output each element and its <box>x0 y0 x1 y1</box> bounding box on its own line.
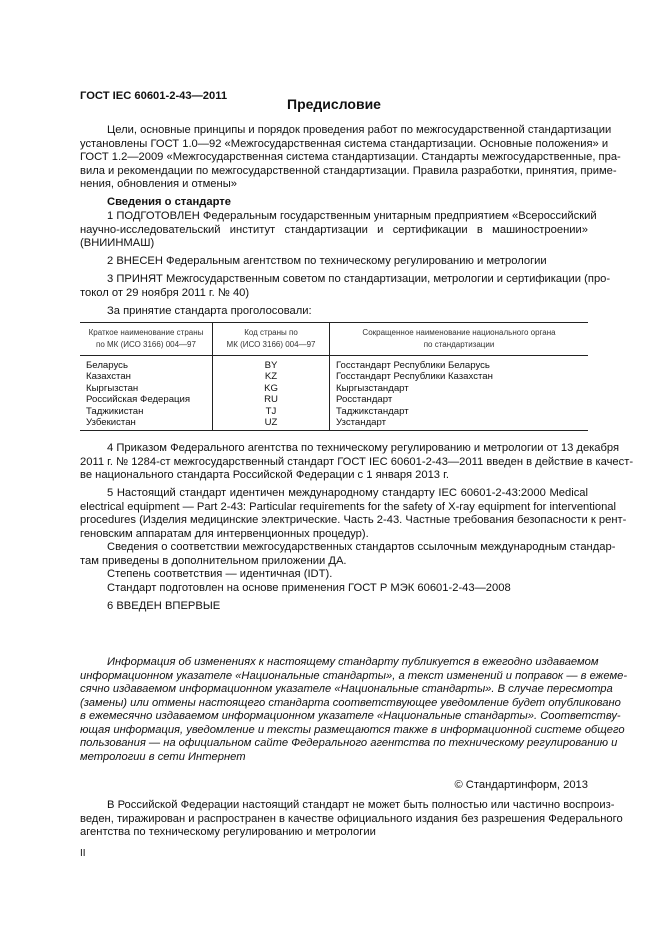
text-line: токол от 29 ноября 2011 г. № 40) <box>80 286 250 299</box>
text-line: 5 Настоящий стандарт идентичен международному стандарту IEC 60601-2-43:2000 Medical <box>107 487 588 499</box>
voted-label: За принятие стандарта проголосовали: <box>107 305 312 317</box>
text-line: вила и рекомендации по межгосударственной стандартизации. Правила разработки, принятия, приме- <box>80 164 617 177</box>
copyright: © Стандартинформ, 2013 <box>454 779 588 791</box>
body-cell: Госстандарт Республики Казахстан <box>336 371 493 383</box>
table-row <box>80 356 588 372</box>
text-line: научно-исследовательский институт стандартизации и сертификации в машиностроении» <box>80 223 588 236</box>
body-cell: Росстандарт <box>336 394 393 406</box>
text-line: (замены) или отмены настоящего стандарта соответствующее уведомление будет опубликовано <box>80 696 621 709</box>
table-row <box>80 383 588 394</box>
item-2 <box>80 255 588 269</box>
body-cell: Кыргызстандарт <box>336 382 409 394</box>
code-cell: BY <box>213 356 330 372</box>
country-cell: Таджикистан <box>80 406 213 417</box>
country-cell: Кыргызстан <box>80 383 213 394</box>
degree-of-conformity: Степень соответствия — идентичная (IDT). <box>107 568 333 580</box>
country-cell: Российская Федерация <box>80 394 213 405</box>
table-row <box>80 394 588 405</box>
text-line: 2 ВНЕСЕН Федеральным агентством по техническому регулированию и метрологии <box>107 255 547 267</box>
text-line: procedures (Изделия медицинские электрические. Часть 2-43. Частные требования безопасности к рент- <box>80 514 627 526</box>
code-cell: TJ <box>213 406 330 417</box>
text-line: Информация об изменениях к настоящему стандарту публикуется в ежегодно издаваемом <box>107 656 599 668</box>
col-header-code: Код страны по МК (ИСО 3166) 004—97 <box>213 323 330 356</box>
text-line: В Российской Федерации настоящий стандарт не может быть полностью или частично воспроиз- <box>107 799 615 811</box>
col-header-body: Сокращенное наименование национального органа по стандартизации <box>330 323 589 356</box>
table-row <box>80 417 588 430</box>
code-cell: KG <box>213 383 330 394</box>
country-cell: Беларусь <box>80 356 213 372</box>
running-header: ГОСТ IEC 60601-2-43—2011 <box>80 90 228 102</box>
text-line: Цели, основные принципы и порядок проведения работ по межгосударственной стандартизации <box>107 124 612 136</box>
text-line: ве национального стандарта Российской Федерации с 1 января 2013 г. <box>80 469 449 481</box>
text-line: ГОСТ 1.2—2009 «Межгосударственная система стандартизации. Стандарты межгосударственные, пра- <box>80 151 621 163</box>
item-3 <box>80 273 611 300</box>
intro-paragraph <box>80 124 621 192</box>
text-line: 4 Приказом Федерального агентства по техническому регулированию и метрологии от 13 декабря <box>107 442 620 454</box>
text-line: нения, обновления и отмены» <box>80 178 237 190</box>
body-cell: Узстандарт <box>336 417 387 429</box>
text-line: Сведения о соответствии межгосударственных стандартов ссылочным международным стандар- <box>107 541 616 553</box>
country-cell: Казахстан <box>80 371 213 382</box>
amendments-info <box>80 656 628 764</box>
item-4 <box>80 442 634 483</box>
basis-note: Стандарт подготовлен на основе применения ГОСТ Р МЭК 60601-2-43—2008 <box>107 582 511 594</box>
code-cell: RU <box>213 394 330 405</box>
rights-notice <box>80 799 623 840</box>
table-row <box>80 371 588 382</box>
text-line: electrical equipment — Part 2-43: Particular requirements for the safety of X-ray equipment for interventional <box>80 500 617 513</box>
text-line: 3 ПРИНЯТ Межгосударственным советом по стандартизации, метрологии и сертификации (про- <box>107 273 611 285</box>
text-line: в ежемесячно издаваемом информационном указателе «Национальные стандарты». Соответству- <box>80 710 621 722</box>
text-line: сячно издаваемом информационном указателе «Национальные стандарты». В случае пересмотра <box>80 683 613 695</box>
country-cell: Узбекистан <box>80 417 213 430</box>
item-6: 6 ВВЕДЕН ВПЕРВЫЕ <box>107 600 221 612</box>
text-line: метрологии в сети Интернет <box>80 750 246 763</box>
page-number: II <box>80 848 86 859</box>
body-cell: Таджикстандарт <box>336 405 409 417</box>
item-1 <box>80 210 597 251</box>
body-cell: Госстандарт Республики Беларусь <box>336 360 490 371</box>
text-line: агентства по техническому регулированию и метрологии <box>80 826 376 838</box>
text-line: установлены ГОСТ 1.0—92 «Межгосударственная система стандартизации. Основные положения» и <box>80 137 609 150</box>
text-line: там приведены в дополнительном приложении ДА. <box>80 554 347 567</box>
item-5 <box>80 487 627 541</box>
text-line: информационном указателе «Национальные стандарты», а текст изменений и поправок — в ежеме- <box>80 669 628 682</box>
text-line: 2011 г. № 1284-ст межгосударственный стандарт ГОСТ IEC 60601-2-43—2011 введен в действие в качест- <box>80 455 634 468</box>
text-line: геновским аппаратам для интервенционных процедур). <box>80 527 369 540</box>
text-line: (ВНИИНМАШ) <box>80 237 155 249</box>
text-line: пользования — на официальном сайте Федерального агентства по техническому регулированию и <box>80 737 618 749</box>
table-row <box>80 406 588 417</box>
voting-table <box>80 322 588 431</box>
conformity-note <box>80 541 616 568</box>
text-line: ющая информация, уведомление и тексты размещаются также в информационной системе общего <box>80 723 625 736</box>
page-title: Предисловие <box>287 96 381 112</box>
code-cell: KZ <box>213 371 330 382</box>
text-line: 1 ПОДГОТОВЛЕН Федеральным государственным унитарным предприятием «Всероссийский <box>107 210 597 222</box>
col-header-country: Краткое наименование страны по МК (ИСО 3166) 004—97 <box>80 323 213 356</box>
section-heading: Сведения о стандарте <box>107 196 231 208</box>
code-cell: UZ <box>213 417 330 430</box>
text-line: веден, тиражирован и распространен в качестве официального издания без разрешения Федерального <box>80 812 623 825</box>
